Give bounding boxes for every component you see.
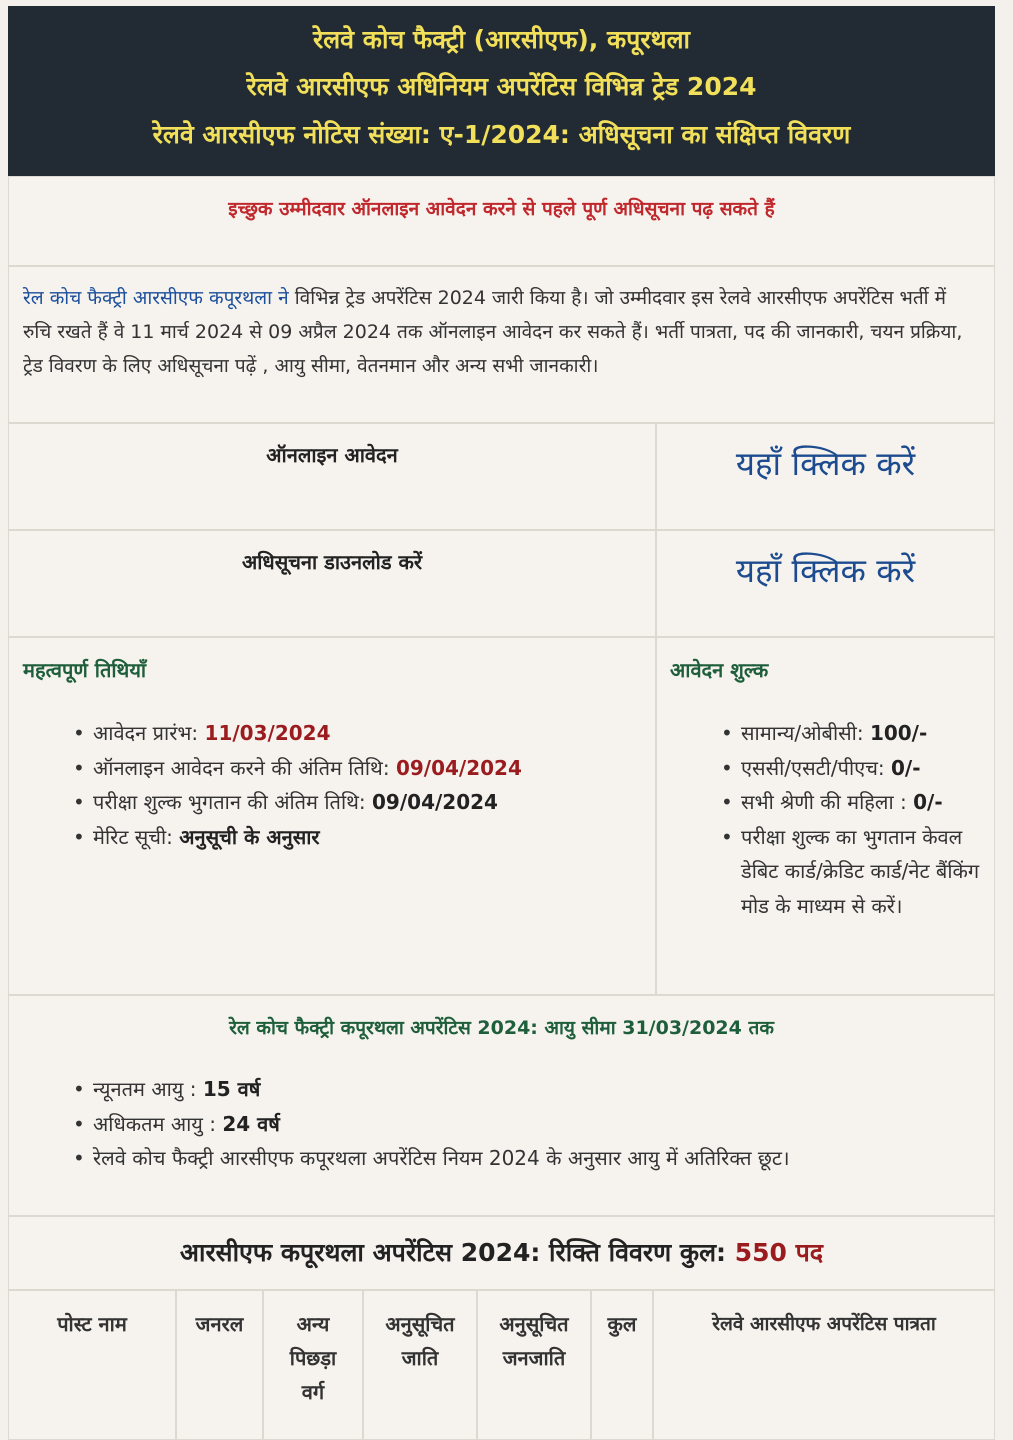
table-header-sc: अनुसूचित जाति: [363, 1290, 477, 1440]
intro-link[interactable]: रेल कोच फैक्ट्री आरसीएफ कपूरथला ने: [23, 287, 289, 309]
fee-item-general-obc: • सामान्य/ओबीसी: 100/-: [721, 716, 981, 751]
age-limit-cell: [8, 995, 995, 1216]
online-apply-link[interactable]: यहाँ क्लिक करें: [735, 444, 916, 483]
important-dates-list: [73, 716, 643, 854]
online-apply-label: ऑनलाइन आवेदन: [266, 443, 398, 467]
table-header-st: अनुसूचित जनजाति: [477, 1290, 591, 1440]
age-limit-list: [73, 1072, 983, 1176]
application-fee-list: [721, 716, 981, 923]
application-fee-title: आवेदन शुल्क: [670, 658, 769, 682]
page-header: [8, 6, 995, 176]
header-title-line1: रेलवे कोच फैक्ट्री (आरसीएफ), कपूरथला: [312, 25, 691, 54]
notice-text: इच्छुक उम्मीदवार ऑनलाइन आवेदन करने से पहले पूर्ण अधिसूचना पढ़ सकते हैं: [228, 198, 775, 220]
table-header-total: कुल: [591, 1290, 653, 1440]
header-title-line3: रेलवे आरसीएफ नोटिस संख्या: ए-1/2024: अधिसूचना का संक्षिप्त विवरण: [152, 120, 851, 149]
vacancy-title-cell: [8, 1216, 995, 1290]
date-item-application-start: • आवेदन प्रारंभ: 11/03/2024: [73, 716, 643, 751]
vacancy-total: 550 पद: [734, 1238, 824, 1267]
page: [8, 6, 995, 1440]
table-header-general: जनरल: [176, 1290, 263, 1440]
date-item-last-date: • ऑनलाइन आवेदन करने की अंतिम तिथि: 09/04/2024: [73, 751, 643, 786]
age-limit-title: रेल कोच फैक्ट्री कपूरथला अपरेंटिस 2024: आयु सीमा 31/03/2024 तक: [229, 1017, 774, 1039]
fee-payment-note: • परीक्षा शुल्क का भुगतान केवल डेबिट कार्ड/क्रेडिट कार्ड/नेट बैंकिंग मोड के माध्यम से करें।: [721, 820, 981, 924]
notice-row: [8, 176, 995, 266]
intro-text: विभिन्न ट्रेड अपरेंटिस 2024 जारी किया है। जो उम्मीदवार इस रेलवे आरसीएफ अपरेंटिस भर्ती में रुचि रखते हैं वे 11 मार्च 2024 से 09 अप्रैल 2024 तक ऑनलाइन आवेदन कर सकते हैं। भर्ती पात्रता, पद की जानकारी, चयन प्रक्रिया, ट्रेड विवरण के लिए अधिसूचना पढ़ें , आयु सीमा, वेतनमान और अन्य सभी जानकारी।: [23, 287, 963, 377]
header-title-line2: रेलवे आरसीएफ अधिनियम अपरेंटिस विभिन्न ट्रेड 2024: [246, 72, 757, 101]
online-apply-link-cell: [656, 423, 995, 530]
fee-item-women: • सभी श्रेणी की महिला : 0/-: [721, 785, 981, 820]
fee-item-sc-st-ph: • एससी/एसटी/पीएच: 0/-: [721, 751, 981, 786]
table-header-obc: अन्य पिछड़ा वर्ग: [263, 1290, 363, 1440]
intro-paragraph: [9, 267, 994, 397]
table-header-eligibility: रेलवे आरसीएफ अपरेंटिस पात्रता: [653, 1290, 995, 1440]
online-apply-label-cell: [8, 423, 656, 530]
application-fee-cell: [656, 637, 995, 995]
intro-row: [8, 266, 995, 423]
table-header-post-name: पोस्ट नाम: [8, 1290, 176, 1440]
age-item-minimum: • न्यूनतम आयु : 15 वर्ष: [73, 1072, 983, 1107]
vacancy-title: आरसीएफ कपूरथला अपरेंटिस 2024: रिक्ति विवरण कुल: 550 पद: [179, 1238, 824, 1267]
age-relaxation-note: • रेलवे कोच फैक्ट्री आरसीएफ कपूरथला अपरेंटिस नियम 2024 के अनुसार आयु में अतिरिक्त छूट।: [73, 1141, 983, 1176]
important-dates-title: महत्वपूर्ण तिथियाँ: [23, 658, 147, 682]
notification-download-link-cell: [656, 530, 995, 637]
age-item-maximum: • अधिकतम आयु : 24 वर्ष: [73, 1107, 983, 1142]
date-item-fee-last-date: • परीक्षा शुल्क भुगतान की अंतिम तिथि: 09/04/2024: [73, 785, 643, 820]
date-item-merit-list: • मेरिट सूची: अनुसूची के अनुसार: [73, 820, 643, 855]
notification-download-label: अधिसूचना डाउनलोड करें: [241, 550, 423, 574]
notification-download-link[interactable]: यहाँ क्लिक करें: [735, 551, 916, 590]
notification-download-label-cell: [8, 530, 656, 637]
important-dates-cell: [8, 637, 656, 995]
